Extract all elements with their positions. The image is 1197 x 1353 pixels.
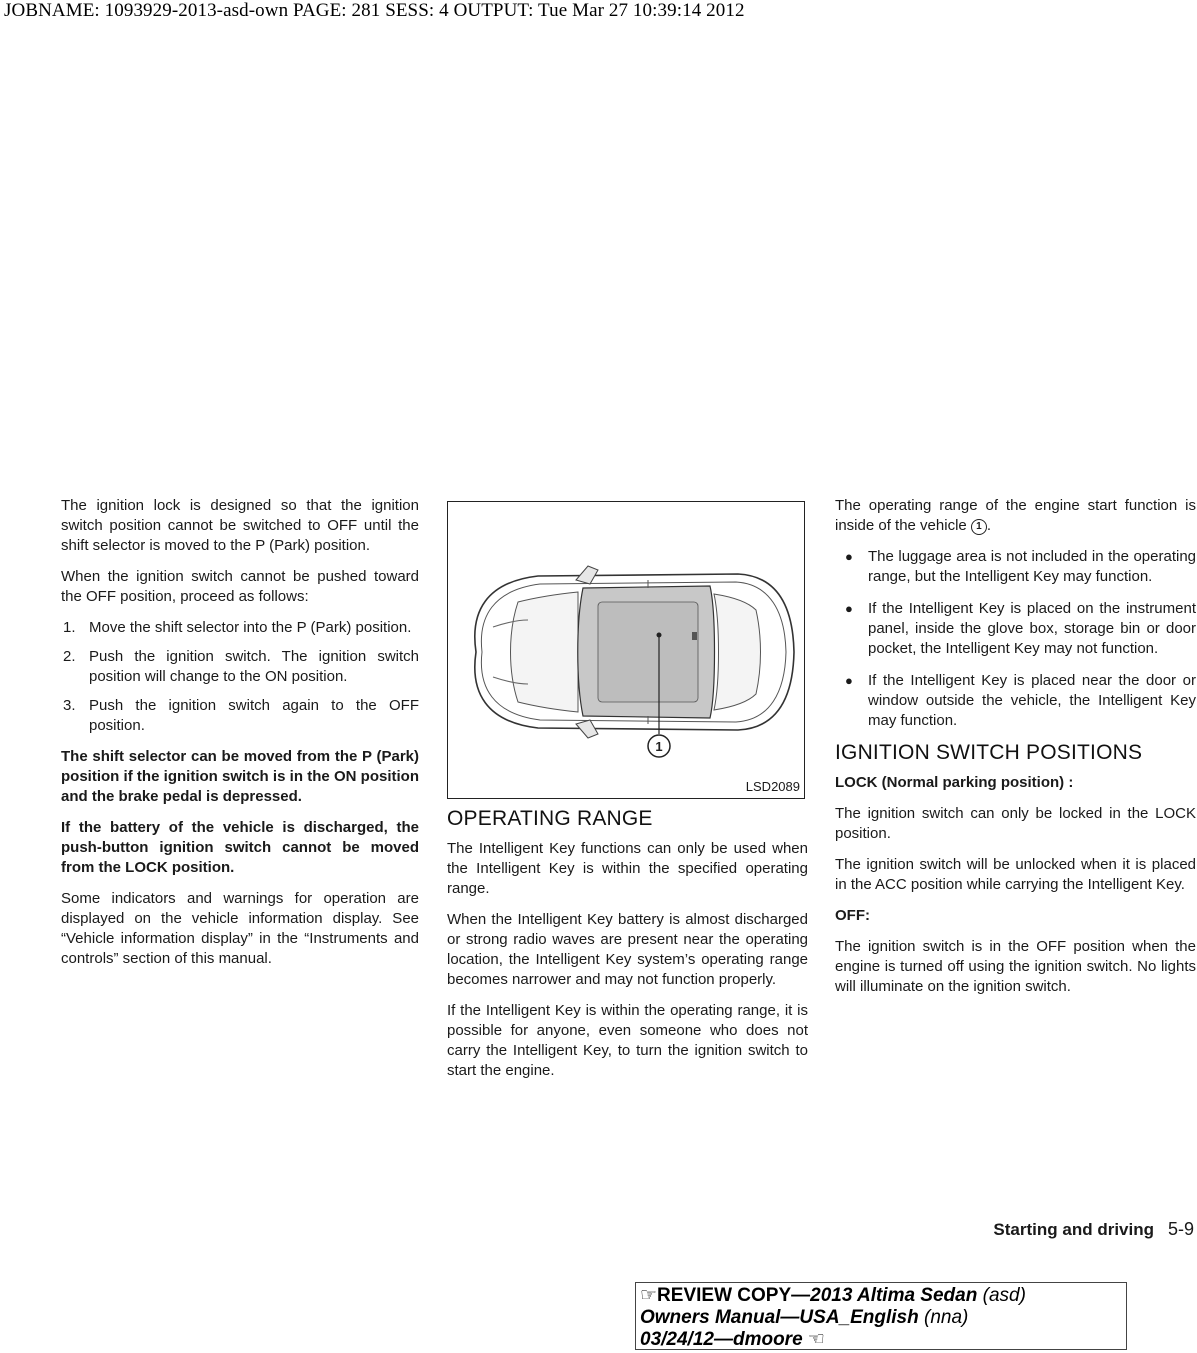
figure-label: LSD2089 [745, 779, 800, 794]
rear-window [714, 594, 761, 710]
step-number: 3. [63, 697, 76, 714]
section-heading: IGNITION SWITCH POSITIONS [835, 741, 1143, 764]
step-text: Push the ignition switch. The ignition switch position will change to the ON position. [89, 648, 419, 685]
paragraph: Some indicators and warnings for operation are displayed on the vehicle information display. See “Vehicle information display” in the “Instruments and controls” section of this manual. [61, 890, 419, 967]
vehicle-figure [447, 501, 805, 799]
bullets-list [835, 547, 1196, 731]
callout-number: 1 [655, 739, 663, 754]
list-item [61, 647, 419, 687]
review-line-2: Owners Manual—USA_English (nna) [640, 1307, 969, 1328]
list-item [835, 599, 1196, 659]
paragraph: When the ignition switch cannot be pushed toward the OFF position, proceed as follows: [61, 568, 419, 605]
windshield [511, 592, 579, 712]
bullet-icon: ● [845, 673, 853, 688]
callout-number: 1 [971, 519, 987, 535]
section-heading: OPERATING RANGE [447, 807, 653, 830]
list-item [61, 696, 419, 736]
subheading: OFF: [835, 907, 870, 924]
footer-section: Starting and driving [993, 1220, 1154, 1239]
subheading: LOCK (Normal parking position) : [835, 774, 1074, 791]
column-middle [447, 501, 808, 1092]
steps-list [61, 618, 419, 736]
paragraph: The operating range of the engine start function is inside of the vehicle 1 . [835, 497, 1196, 534]
job-header: JOBNAME: 1093929-2013-asd-own PAGE: 281 SESS: 4 OUTPUT: Tue Mar 27 10:39:14 2012 [4, 0, 745, 21]
roof [598, 602, 698, 702]
step-text: Push the ignition switch again to the OFF position. [89, 697, 419, 734]
column-left [61, 496, 419, 980]
paragraph: The ignition switch will be unlocked when it is placed in the ACC position while carrying the Intelligent Key. [835, 856, 1196, 893]
bullet-icon: ● [845, 601, 853, 616]
column-right [835, 496, 1196, 1008]
paragraph: The Intelligent Key functions can only be used when the Intelligent Key is within the specified operating range. [447, 840, 808, 897]
page-number: 5-9 [1167, 1219, 1194, 1239]
paragraph: If the Intelligent Key is within the operating range, it is possible for anyone, even someone who does not carry the Intelligent Key, to turn the ignition switch to start the engine. [447, 1002, 808, 1079]
review-line-3: 03/24/12—dmoore ☜ [640, 1329, 825, 1350]
paragraph: The ignition lock is designed so that the ignition switch position cannot be switched to OFF until the shift selector is moved to the P (Park) position. [61, 497, 419, 554]
bullet-text: If the Intelligent Key is placed near the door or window outside the vehicle, the Intelligent Key may function. [868, 672, 1196, 729]
step-text: Move the shift selector into the P (Park) position. [89, 619, 412, 636]
review-copy-box [635, 1282, 1127, 1350]
key-marker [692, 632, 697, 640]
hand-pointer-icon: ☞ [640, 1285, 658, 1306]
paragraph: The ignition switch is in the OFF position when the engine is turned off using the ignition switch. No lights will illuminate on the ignition switch. [835, 938, 1196, 995]
list-item [835, 547, 1196, 587]
car-top-view-illustration [448, 502, 804, 798]
step-number: 1. [63, 619, 76, 636]
bullet-text: If the Intelligent Key is placed on the instrument panel, inside the glove box, storage bin or door pocket, the Intelligent Key may not function. [868, 600, 1196, 657]
bold-note: The shift selector can be moved from the P (Park) position if the ignition switch is in the ON position and the brake pedal is depressed. [61, 748, 419, 805]
paragraph: The ignition switch can only be locked in the LOCK position. [835, 805, 1196, 842]
list-item [835, 671, 1196, 731]
bold-note: If the battery of the vehicle is discharged, the push-button ignition switch cannot be moved from the LOCK position. [61, 819, 419, 876]
page-footer [993, 1219, 1194, 1240]
review-line-1: ☞REVIEW COPY—2013 Altima Sedan (asd) [640, 1285, 1026, 1306]
bullet-text: The luggage area is not included in the operating range, but the Intelligent Key may function. [868, 548, 1196, 585]
hand-pointer-left-icon: ☜ [807, 1329, 825, 1350]
step-number: 2. [63, 648, 76, 665]
bullet-icon: ● [845, 549, 853, 564]
paragraph: When the Intelligent Key battery is almost discharged or strong radio waves are present near the operating location, the Intelligent Key system’s operating range becomes narrower and may not function properly. [447, 911, 808, 988]
list-item [61, 618, 419, 638]
